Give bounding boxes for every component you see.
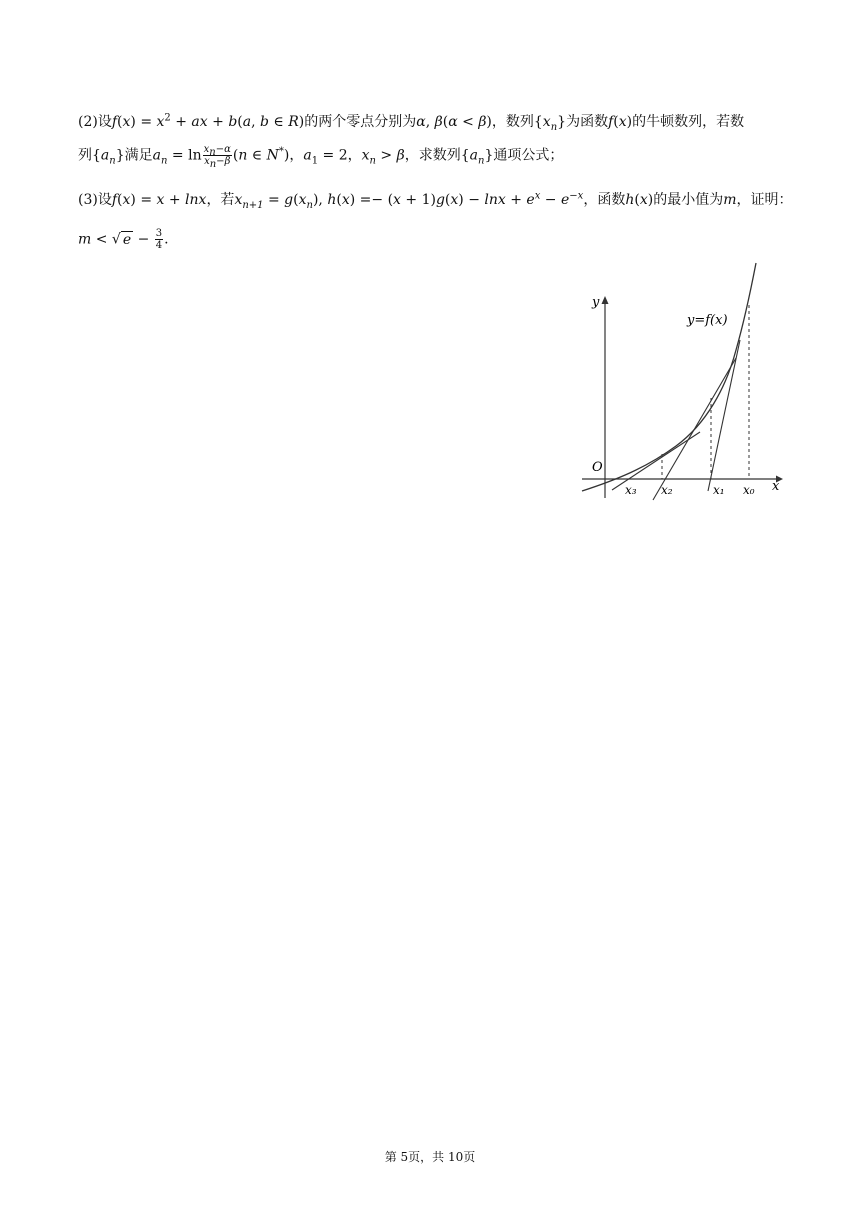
origin-label: O (592, 460, 603, 475)
text: 列 (78, 147, 92, 164)
part3-line2: m < √ e − $\frac{3}{4}$ . (78, 228, 169, 251)
text: 满足 (124, 147, 153, 164)
text: 的最小值为 (653, 192, 724, 208)
text: 设 (97, 192, 112, 208)
part2-line2: 列$\{a_n\}$满足$a_n = \ln$ $\frac{x_n-\alpha}{x_n-\beta}$ (n ∈ N*)，$a_1 = 2$，$x_n > \beta$，求数列$\{a_n\}$通项公式； (78, 144, 564, 170)
page-footer: 第 5页，共 10页 (384, 1150, 476, 1164)
part2-label: (2) (78, 114, 98, 130)
x2-label: x₂ (661, 483, 673, 497)
text: 通项公式； (493, 147, 564, 164)
fraction: $\frac{x_n-\alpha}{x_n-\beta}$ (203, 144, 231, 170)
text: ，证明： (736, 192, 793, 208)
x0-label: x₀ (743, 483, 755, 497)
y-axis-label: y (592, 295, 600, 310)
part3-label: (3) (78, 192, 98, 208)
part3-line1: (3)设f(x) = x + lnx，若$x_{n+1} = g(x_n)$, $h(x) =- (x + 1)g(x) - \ln x + e^x - e^{-x}$，函数h(x)的最小值为m，证明： (78, 190, 793, 211)
part2-line1: (2)设$f(x) = x^2$ + ax + b(a, b ∈ R)的两个零点分别为α, β(α < β)，数列$\{x_n\}$为函数f(x)的牛顿数列，若数 (78, 112, 745, 133)
text: ，函数 (583, 192, 626, 208)
newton-method-figure (576, 258, 788, 506)
tangent-x0 (708, 340, 740, 491)
text: ，数列 (491, 114, 534, 130)
text: 设 (97, 114, 112, 130)
text: ，求数列 (404, 147, 461, 164)
x-axis-label: x (772, 479, 780, 494)
tangent-x2 (612, 432, 700, 490)
curve-label: y=f(x) (687, 313, 728, 328)
x1-label: x₁ (713, 483, 725, 497)
y-axis-arrow (602, 296, 609, 304)
x3-label: x₃ (625, 483, 637, 497)
text: 的两个零点分别为 (304, 114, 417, 130)
text: ，若 (206, 192, 235, 208)
math: f (111, 114, 118, 130)
text: 为函数 (566, 114, 609, 130)
curve-f (582, 263, 756, 491)
text: ， (289, 147, 304, 164)
fraction: $\frac{3}{4}$ (155, 228, 163, 251)
text: ， (347, 147, 362, 164)
text: 的牛顿数列，若数 (632, 114, 745, 130)
